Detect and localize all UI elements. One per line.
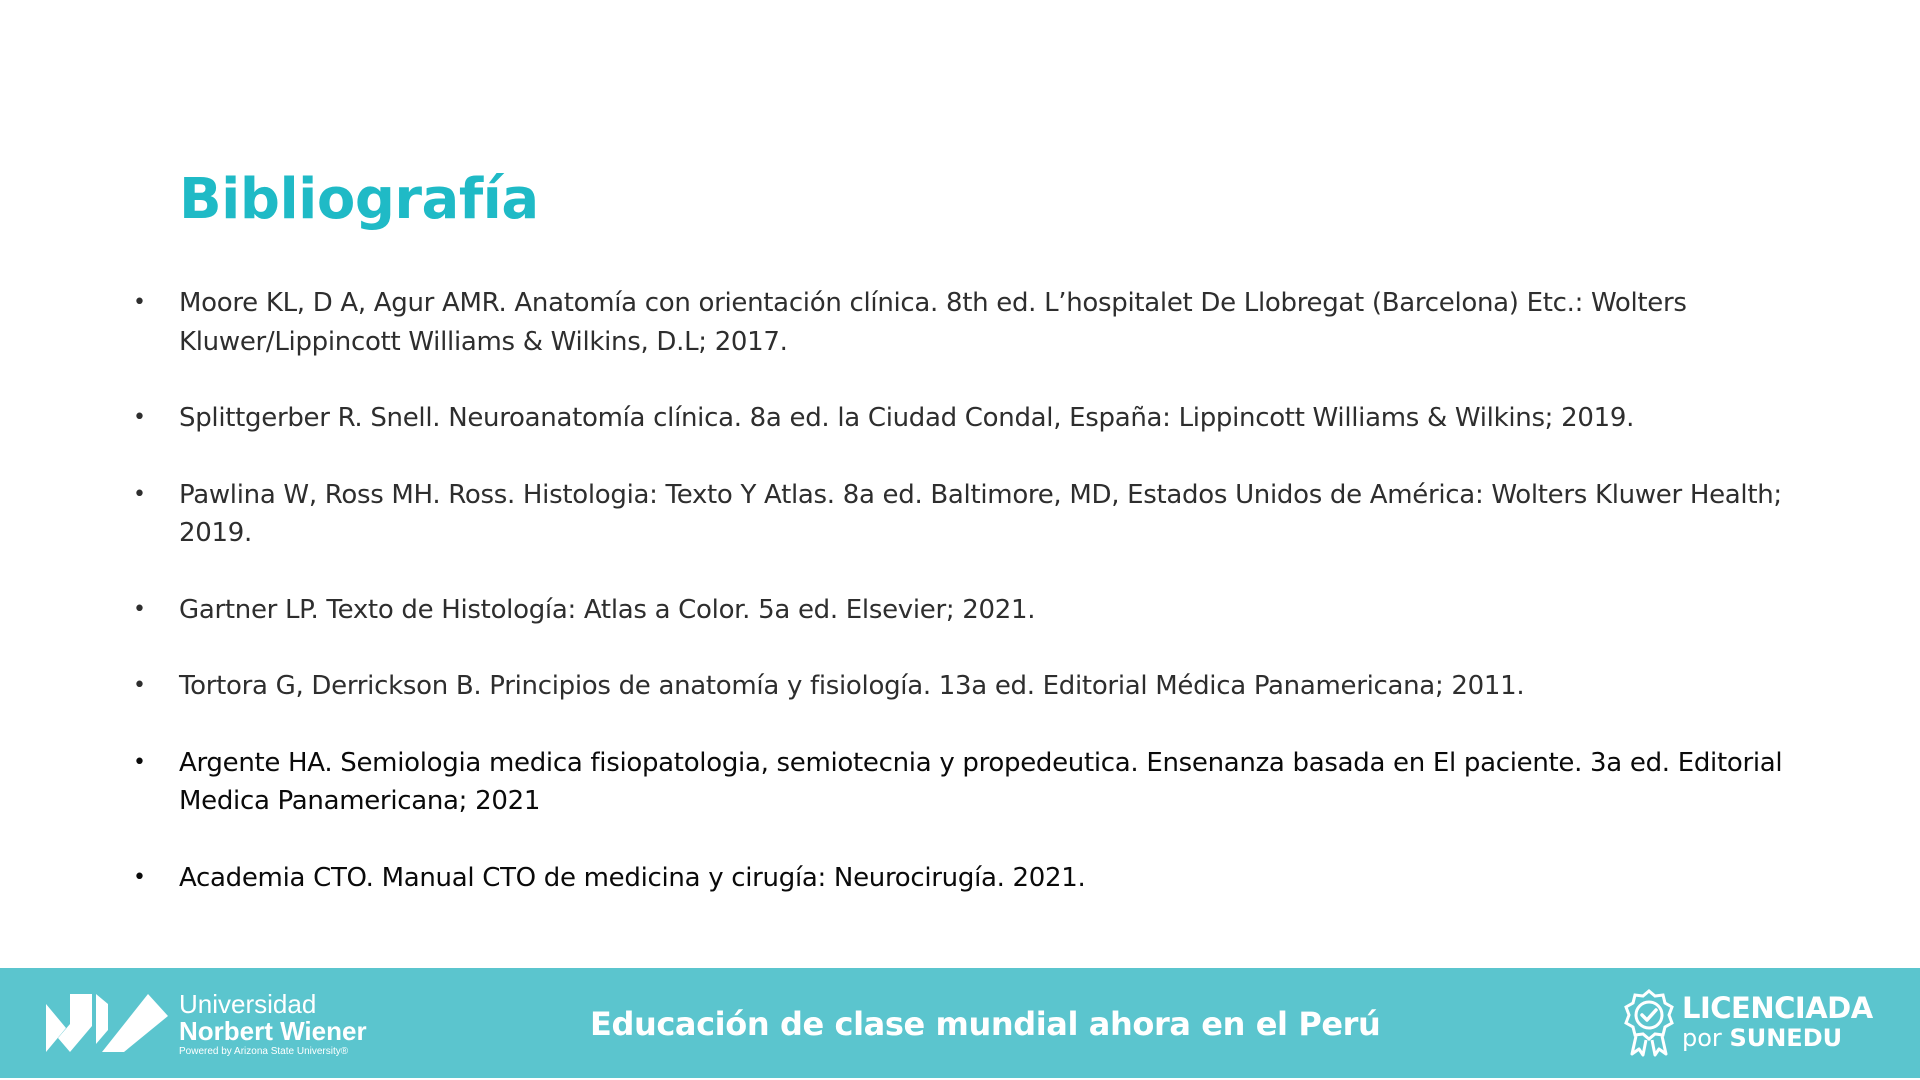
reference-text: Gartner LP. Texto de Histología: Atlas a Color. 5a ed. Elsevier; 2021.	[179, 594, 1036, 625]
bullet-icon: •	[133, 290, 146, 315]
reference-item	[133, 399, 1833, 438]
reference-item	[133, 284, 1833, 361]
reference-text: Pawlina W, Ross MH. Ross. Histologia: Texto Y Atlas. 8a ed. Baltimore, MD, Estados Unidos de América: Wolters Kluwer Health; 2019.	[179, 479, 1782, 548]
certified-seal-icon	[1622, 988, 1676, 1058]
reference-text: Splittgerber R. Snell. Neuroanatomía clínica. 8a ed. la Ciudad Condal, España: Lippincott Williams & Wilkins; 2019.	[179, 403, 1635, 433]
sunedu-badge	[1622, 986, 1882, 1062]
reference-text: Argente HA. Semiologia medica fisiopatologia, semiotecnia y propedeutica. Ensenanza basada en El paciente. 3a ed. Editorial Medica Panamericana; 2021	[179, 747, 1783, 816]
reference-item	[133, 591, 1833, 630]
slide-title: Bibliografía	[179, 167, 539, 232]
bullet-icon: •	[133, 749, 146, 775]
badge-name: SUNEDU	[1729, 1024, 1843, 1052]
bullet-icon: •	[133, 673, 146, 698]
reference-item	[133, 744, 1833, 821]
badge-title: LICENCIADA	[1682, 991, 1873, 1025]
logo-text-line2: Norbert Wiener	[179, 1016, 367, 1046]
footer-slogan: Educación de clase mundial ahora en el Perú	[590, 1005, 1381, 1043]
logo-tagline: Powered by Arizona State University®	[179, 1046, 349, 1057]
reference-item	[133, 859, 1833, 898]
reference-text: Tortora G, Derrickson B. Principios de anatomía y fisiología. 13a ed. Editorial Médica Panamericana; 2011.	[179, 671, 1525, 701]
bullet-icon: •	[133, 596, 146, 622]
logo-text-line1: Universidad	[179, 989, 317, 1019]
university-logo	[44, 990, 384, 1056]
badge-subtitle	[1682, 1024, 1842, 1052]
reference-item	[133, 476, 1833, 553]
bullet-icon: •	[133, 864, 146, 890]
university-logo-mark-icon	[44, 990, 169, 1056]
reference-item	[133, 667, 1833, 706]
badge-prefix: por	[1682, 1024, 1722, 1052]
reference-text: Moore KL, D A, Agur AMR. Anatomía con orientación clínica. 8th ed. L’hospitalet De Llobregat (Barcelona) Etc.: Wolters Kluwer/Lippincott Williams & Wilkins, D.L; 2017.	[179, 288, 1687, 357]
reference-list	[133, 284, 1833, 935]
reference-text: Academia CTO. Manual CTO de medicina y cirugía: Neurocirugía. 2021.	[179, 862, 1086, 893]
bullet-icon: •	[133, 481, 146, 507]
bullet-icon: •	[133, 405, 146, 430]
